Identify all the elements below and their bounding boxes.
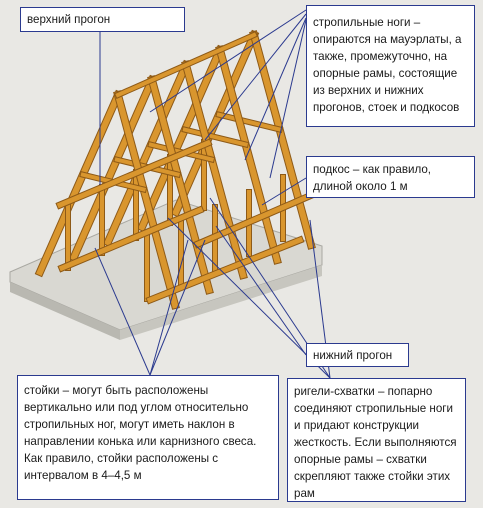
label-rafters: стропильные ноги – опираются на мауэрлаты, а также, промежуточно, на опорные рамы, состоящие из верхних и нижних прогонов, стоек и подкосов bbox=[306, 5, 475, 127]
label-top-purlin: верхний прогон bbox=[20, 7, 185, 32]
label-ties: ригели-схватки – попарно соединяют стропильные ноги и придают конструкции жесткость. Если выполняются опорные рамы – схватки скрепляют также стойки этих рам bbox=[287, 378, 466, 502]
label-bottom-purlin: нижний прогон bbox=[306, 343, 409, 367]
label-posts: стойки – могут быть расположены вертикально или под углом относительно стропильных ног, могут иметь наклон в направлении конька или карнизного свеса. Как правило, стойки расположены с интервалом в 4–4,5 м bbox=[17, 375, 279, 500]
tie-beam bbox=[219, 115, 280, 130]
label-brace: подкос – как правило, длиной около 1 м bbox=[306, 156, 475, 198]
